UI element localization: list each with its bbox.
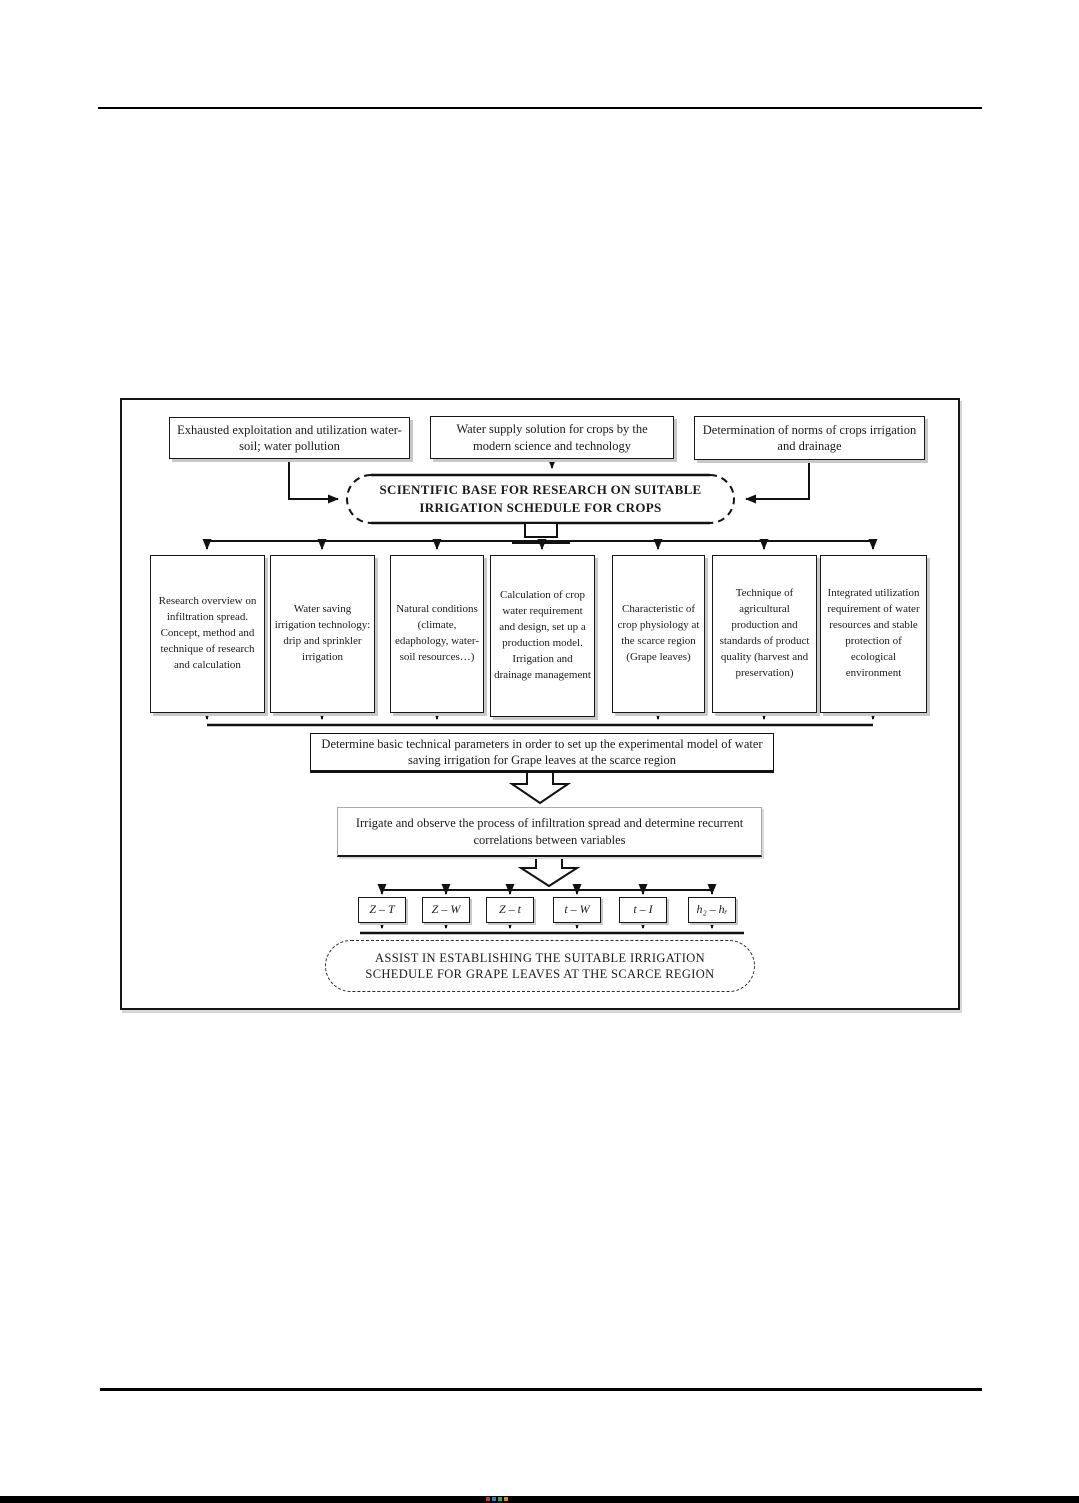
determine-parameters-label: Determine basic technical parameters in order to set up the experimental model of water saving irrigation for Grape leaves at the scarce region [321,736,763,767]
footer-pixel-artifact [492,1497,496,1501]
determine-parameters-box [310,733,774,773]
relation-box-6 [688,897,736,923]
factor-box-6 [712,555,817,713]
flowchart-frame [120,398,960,1010]
relation-5-label: t – I [633,902,653,917]
irrigate-observe-box [337,807,762,857]
footer-pixel-artifact [486,1497,490,1501]
factor-box-2 [270,555,375,713]
footer-rule [100,1388,982,1391]
hub-scientific-base [347,475,734,523]
conclusion-box [325,940,755,992]
input-box-exploitation [169,417,410,459]
header-rule [98,107,982,109]
relation-box-5 [619,897,667,923]
factor-box-7 [820,555,927,713]
irrigate-observe-label: Irrigate and observe the process of infiltration spread and determine recurrent correlations between variables [355,816,744,847]
factor-6-label: Technique of agricultural production and standards of product quality (harvest and preservation) [719,587,810,679]
input-box-norms [694,416,925,460]
factor-2-label: Water saving irrigation technology: drip and sprinkler irrigation [274,603,371,663]
factor-4-label: Calculation of crop water requirement and design, set up a production model. Irrigation and drainage management [494,589,591,681]
footer-pixel-artifact [504,1497,508,1501]
hub-label: SCIENTIFIC BASE FOR RESEARCH ON SUITABLE IRRIGATION SCHEDULE FOR CROPS [379,482,702,515]
factor-box-5 [612,555,705,713]
factor-1-label: Research overview on infiltration spread. Concept, method and technique of research and calculation [158,595,257,671]
relation-2-label: Z – W [431,902,461,917]
factor-box-1 [150,555,265,713]
relation-6-label: h₂ – hᵣ [696,902,728,917]
relation-box-2 [422,897,470,923]
input-box-water-supply [430,416,674,459]
conclusion-label: ASSIST IN ESTABLISHING THE SUITABLE IRRIGATION SCHEDULE FOR GRAPE LEAVES AT THE SCARCE REGION [365,950,715,981]
relation-box-3 [486,897,534,923]
input-box-exploitation-label: Exhausted exploitation and utilization water-soil; water pollution [177,422,402,453]
relation-1-label: Z – T [369,902,395,917]
factor-7-label: Integrated utilization requirement of water resources and stable protection of ecological environment [827,587,920,679]
relation-3-label: Z – t [498,902,521,917]
relation-box-1 [358,897,406,923]
factor-box-3 [390,555,484,713]
relation-4-label: t – W [564,902,590,917]
factor-box-4 [490,555,595,717]
input-box-norms-label: Determination of norms of crops irrigation and drainage [702,422,917,453]
footer-pixel-artifact [498,1497,502,1501]
factor-5-label: Characteristic of crop physiology at the scarce region (Grape leaves) [617,603,700,663]
window-bottom-bar [0,1496,1079,1503]
input-box-water-supply-label: Water supply solution for crops by the modern science and technology [456,422,648,453]
relation-box-4 [553,897,601,923]
factor-3-label: Natural conditions (climate, edaphology, water-soil resources…) [395,603,479,663]
